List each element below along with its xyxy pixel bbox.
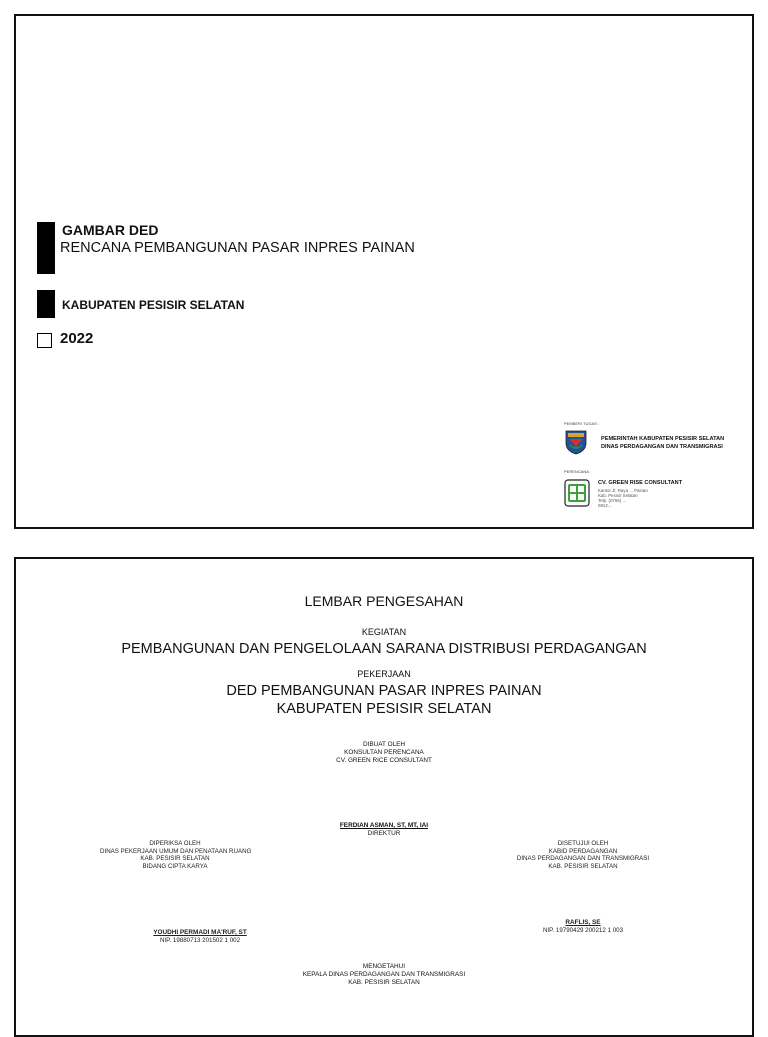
consultant-logo-icon [564, 479, 590, 507]
consultant-address-3: Telp. (0756) ... [598, 498, 627, 503]
approved-signature-block [508, 919, 658, 934]
cover-region: KABUPATEN PESISIR SELATAN [62, 298, 245, 312]
year-checkbox-icon [37, 333, 52, 348]
approved-name: RAFLIS, SE [565, 919, 601, 926]
checked-by-line-4: BIDANG CIPTA KARYA [142, 862, 208, 870]
checked-by-line-1: DIPERIKSA OLEH [149, 840, 201, 847]
consultant-caption: PERENCANA : [564, 469, 591, 474]
approved-by-line-3: DINAS PERDAGANGAN DAN TRANSMIGRASI [516, 855, 650, 863]
region-marker-bar [37, 290, 55, 318]
approval-title: LEMBAR PENGESAHAN [304, 593, 464, 609]
checked-signature-block [100, 929, 300, 944]
approval-sheet [14, 557, 754, 1037]
made-by-line-3: CV. GREEN RICE CONSULTANT [336, 757, 432, 764]
consultant-address-2: Kab. Pesisir Selatan [598, 493, 638, 498]
activity-label: KEGIATAN [361, 627, 407, 637]
activity-name: PEMBANGUNAN DAN PENGELOLAAN SARANA DISTRIBUSI PERDAGANGAN [121, 641, 647, 657]
checked-by-block [100, 840, 250, 870]
director-title: DIREKTUR [367, 830, 401, 837]
cover-project-title: RENCANA PEMBANGUNAN PASAR INPRES PAINAN [60, 240, 415, 256]
checked-nip: NIP. 19880713 201502 1 002 [159, 936, 241, 944]
made-by-line-2: KONSULTAN PERENCANA [344, 749, 424, 756]
checked-by-line-3: KAB. PESISIR SELATAN [140, 855, 210, 863]
regency-emblem-icon [564, 429, 588, 455]
checked-name: YOUDHI PERMADI MA'RUF, ST [153, 929, 247, 936]
cover-heading: GAMBAR DED [62, 222, 159, 238]
made-by-line-1: DIBUAT OLEH [362, 741, 406, 748]
consultant-address-1: Kantor Jl. Raya ... Painan [598, 488, 648, 493]
owner-caption: PEMBERI TUGAS : [564, 421, 600, 426]
heading-marker-bar [37, 222, 55, 274]
consultant-name: CV. GREEN RISE CONSULTANT [598, 480, 683, 486]
approved-by-line-1: DISETUJUI OLEH [557, 840, 609, 847]
director-name: FERDIAN ASMAN, ST, MT, IAI [339, 822, 429, 829]
owner-line-1: PEMERINTAH KABUPATEN PESISIR SELATAN [601, 436, 725, 442]
approved-by-line-4: KAB. PESISIR SELATAN [548, 862, 618, 870]
approved-by-line-2: KABID PERDAGANGAN [548, 847, 618, 855]
owner-line-2: DINAS PERDAGANGAN DAN TRANSMIGRASI [601, 444, 723, 450]
approved-by-block [508, 840, 658, 870]
approved-nip: NIP. 19790429 200212 1 003 [542, 926, 624, 934]
checked-by-line-2: DINAS PEKERJAAN UMUM DAN PENATAAN RUANG [100, 847, 252, 855]
work-line-2: KABUPATEN PESISIR SELATAN [276, 701, 492, 717]
known-by-line-3: KAB. PESISIR SELATAN [348, 979, 420, 986]
known-by-line-2: KEPALA DINAS PERDAGANGAN DAN TRANSMIGRASI [302, 971, 466, 978]
known-by-line-1: MENGETAHUI [362, 963, 406, 970]
consultant-address-4: 0812... [598, 503, 612, 508]
work-line-1: DED PEMBANGUNAN PASAR INPRES PAINAN [226, 683, 542, 699]
work-label: PEKERJAAN [357, 669, 411, 679]
cover-year: 2022 [60, 330, 94, 347]
cover-sheet [14, 14, 754, 529]
